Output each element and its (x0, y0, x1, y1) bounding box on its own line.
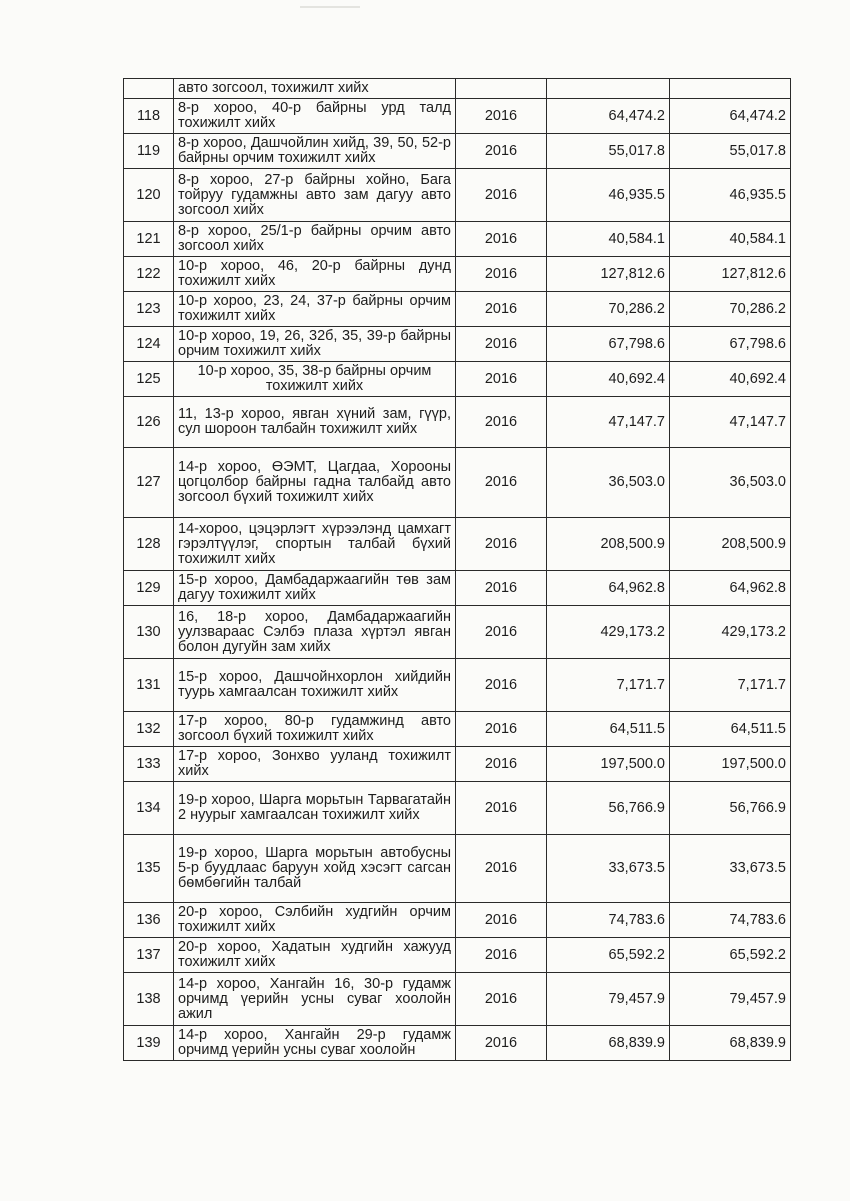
table-body (124, 79, 791, 1061)
row-amount-2016: 197,500.0 (670, 747, 791, 782)
row-amount-total: 197,500.0 (547, 747, 670, 782)
row-amount-total: 64,474.2 (547, 99, 670, 134)
row-amount-total: 70,286.2 (547, 292, 670, 327)
row-number: 123 (124, 292, 174, 327)
row-description: 8-р хороо, 40-р байрны урд талд тохижилт хийх (174, 99, 456, 134)
row-number: 126 (124, 397, 174, 448)
row-description: 19-р хороо, Шарга морьтын Тарвагатайн 2 нуурыг хамгаалсан тохижилт хийх (174, 782, 456, 835)
row-description: авто зогсоол, тохижилт хийх (174, 79, 456, 99)
row-amount-total: 65,592.2 (547, 938, 670, 973)
row-year (456, 79, 547, 99)
table-row (124, 362, 791, 397)
row-amount-2016: 68,839.9 (670, 1026, 791, 1061)
table-row (124, 782, 791, 835)
row-amount-2016: 127,812.6 (670, 257, 791, 292)
table-row (124, 222, 791, 257)
row-number: 120 (124, 169, 174, 222)
table-row (124, 397, 791, 448)
row-year: 2016 (456, 397, 547, 448)
table-row (124, 518, 791, 571)
row-description: 16, 18-р хороо, Дамбадаржаагийн уулзвараас Сэлбэ плаза хүртэл явган болон дугуйн зам хийх (174, 606, 456, 659)
row-year: 2016 (456, 518, 547, 571)
row-year: 2016 (456, 257, 547, 292)
row-amount-total: 208,500.9 (547, 518, 670, 571)
row-number: 132 (124, 712, 174, 747)
row-description: 14-р хороо, Хангайн 29-р гудамж орчимд үерийн усны суваг хоолойн (174, 1026, 456, 1061)
row-amount-total: 64,511.5 (547, 712, 670, 747)
scan-artifact (300, 6, 360, 8)
row-amount-2016: 55,017.8 (670, 134, 791, 169)
row-number: 139 (124, 1026, 174, 1061)
row-number: 134 (124, 782, 174, 835)
row-year: 2016 (456, 222, 547, 257)
row-description: 17-р хороо, 80-р гудамжинд авто зогсоол бүхий тохижилт хийх (174, 712, 456, 747)
row-amount-total: 74,783.6 (547, 903, 670, 938)
row-number: 130 (124, 606, 174, 659)
row-description: 19-р хороо, Шарга морьтын автобусны 5-р буудлаас баруун хойд хэсэгт сагсан бөмбөгийн талбай (174, 835, 456, 903)
table-row (124, 79, 791, 99)
table-row (124, 973, 791, 1026)
row-description: 14-р хороо, ӨЭМТ, Цагдаа, Хорооны цогцолбор байрны гадна талбайд авто зогсоол бүхий тохижилт хийх (174, 448, 456, 518)
row-amount-total: 68,839.9 (547, 1026, 670, 1061)
row-amount-2016: 64,511.5 (670, 712, 791, 747)
row-year: 2016 (456, 835, 547, 903)
row-year: 2016 (456, 571, 547, 606)
row-amount-2016: 208,500.9 (670, 518, 791, 571)
row-number: 118 (124, 99, 174, 134)
row-description: 10-р хороо, 19, 26, 32б, 35, 39-р байрны орчим тохижилт хийх (174, 327, 456, 362)
row-number: 137 (124, 938, 174, 973)
table-row (124, 606, 791, 659)
row-amount-2016: 429,173.2 (670, 606, 791, 659)
row-year: 2016 (456, 448, 547, 518)
row-year: 2016 (456, 134, 547, 169)
row-amount-total: 40,692.4 (547, 362, 670, 397)
row-amount-2016: 36,503.0 (670, 448, 791, 518)
row-year: 2016 (456, 99, 547, 134)
row-amount-total: 40,584.1 (547, 222, 670, 257)
row-description: 14-р хороо, Хангайн 16, 30-р гудамж орчимд үерийн усны суваг хоолойн ажил (174, 973, 456, 1026)
row-number: 119 (124, 134, 174, 169)
row-amount-total: 56,766.9 (547, 782, 670, 835)
row-amount-total: 33,673.5 (547, 835, 670, 903)
row-amount-total: 127,812.6 (547, 257, 670, 292)
table-row (124, 938, 791, 973)
row-description: 8-р хороо, 25/1-р байрны орчим авто зогсоол хийх (174, 222, 456, 257)
row-amount-2016: 79,457.9 (670, 973, 791, 1026)
row-description: 20-р хороо, Хадатын худгийн хажууд тохижилт хийх (174, 938, 456, 973)
row-amount-total: 55,017.8 (547, 134, 670, 169)
row-description: 14-хороо, цэцэрлэгт хүрээлэнд цамхагт гэрэлтүүлэг, спортын талбай бүхий тохижилт хийх (174, 518, 456, 571)
row-description: 8-р хороо, Дашчойлин хийд, 39, 50, 52-р байрны орчим тохижилт хийх (174, 134, 456, 169)
row-amount-2016: 46,935.5 (670, 169, 791, 222)
table-row (124, 292, 791, 327)
table-row (124, 134, 791, 169)
table-row (124, 448, 791, 518)
row-amount-total: 79,457.9 (547, 973, 670, 1026)
row-description: 10-р хороо, 35, 38-р байрны орчим тохижилт хийх (174, 362, 456, 397)
row-year: 2016 (456, 903, 547, 938)
row-description: 15-р хороо, Дашчойнхорлон хийдийн туурь хамгаалсан тохижилт хийх (174, 659, 456, 712)
row-number: 135 (124, 835, 174, 903)
row-amount-2016: 7,171.7 (670, 659, 791, 712)
row-year: 2016 (456, 712, 547, 747)
row-amount-2016: 64,474.2 (670, 99, 791, 134)
table-row (124, 169, 791, 222)
row-amount-2016: 64,962.8 (670, 571, 791, 606)
row-year: 2016 (456, 327, 547, 362)
row-number: 124 (124, 327, 174, 362)
row-amount-2016: 47,147.7 (670, 397, 791, 448)
table-row (124, 1026, 791, 1061)
row-amount-total: 67,798.6 (547, 327, 670, 362)
table-row (124, 712, 791, 747)
row-amount-2016: 65,592.2 (670, 938, 791, 973)
row-year: 2016 (456, 292, 547, 327)
row-description: 17-р хороо, Зонхво ууланд тохижилт хийх (174, 747, 456, 782)
row-year: 2016 (456, 606, 547, 659)
row-amount-2016: 33,673.5 (670, 835, 791, 903)
row-description: 10-р хороо, 46, 20-р байрны дунд тохижилт хийх (174, 257, 456, 292)
row-amount-total: 7,171.7 (547, 659, 670, 712)
row-number: 129 (124, 571, 174, 606)
row-description: 20-р хороо, Сэлбийн худгийн орчим тохижилт хийх (174, 903, 456, 938)
row-number (124, 79, 174, 99)
row-amount-2016: 40,692.4 (670, 362, 791, 397)
row-year: 2016 (456, 169, 547, 222)
row-amount-2016: 70,286.2 (670, 292, 791, 327)
row-amount-total: 46,935.5 (547, 169, 670, 222)
row-amount-2016: 74,783.6 (670, 903, 791, 938)
row-description: 10-р хороо, 23, 24, 37-р байрны орчим тохижилт хийх (174, 292, 456, 327)
row-year: 2016 (456, 938, 547, 973)
row-number: 138 (124, 973, 174, 1026)
row-amount-total: 429,173.2 (547, 606, 670, 659)
budget-table (123, 78, 791, 1061)
row-year: 2016 (456, 659, 547, 712)
row-description: 8-р хороо, 27-р байрны хойно, Бага тойруу гудамжны авто зам дагуу авто зогсоол хийх (174, 169, 456, 222)
row-amount-2016: 67,798.6 (670, 327, 791, 362)
row-year: 2016 (456, 973, 547, 1026)
row-amount-total: 47,147.7 (547, 397, 670, 448)
row-number: 122 (124, 257, 174, 292)
row-amount-2016: 40,584.1 (670, 222, 791, 257)
row-number: 128 (124, 518, 174, 571)
row-number: 136 (124, 903, 174, 938)
row-amount-total (547, 79, 670, 99)
row-year: 2016 (456, 747, 547, 782)
row-number: 125 (124, 362, 174, 397)
row-number: 121 (124, 222, 174, 257)
row-amount-total: 64,962.8 (547, 571, 670, 606)
table-row (124, 835, 791, 903)
row-number: 127 (124, 448, 174, 518)
row-amount-2016: 56,766.9 (670, 782, 791, 835)
table-row (124, 571, 791, 606)
table-row (124, 659, 791, 712)
row-amount-2016 (670, 79, 791, 99)
row-number: 133 (124, 747, 174, 782)
row-number: 131 (124, 659, 174, 712)
table-row (124, 327, 791, 362)
row-amount-total: 36,503.0 (547, 448, 670, 518)
row-description: 15-р хороо, Дамбадаржаагийн төв зам дагуу тохижилт хийх (174, 571, 456, 606)
row-year: 2016 (456, 1026, 547, 1061)
row-description: 11, 13-р хороо, явган хүний зам, гүүр, сул шороон талбайн тохижилт хийх (174, 397, 456, 448)
row-year: 2016 (456, 362, 547, 397)
table-row (124, 257, 791, 292)
table-row (124, 747, 791, 782)
table-row (124, 903, 791, 938)
table-row (124, 99, 791, 134)
row-year: 2016 (456, 782, 547, 835)
